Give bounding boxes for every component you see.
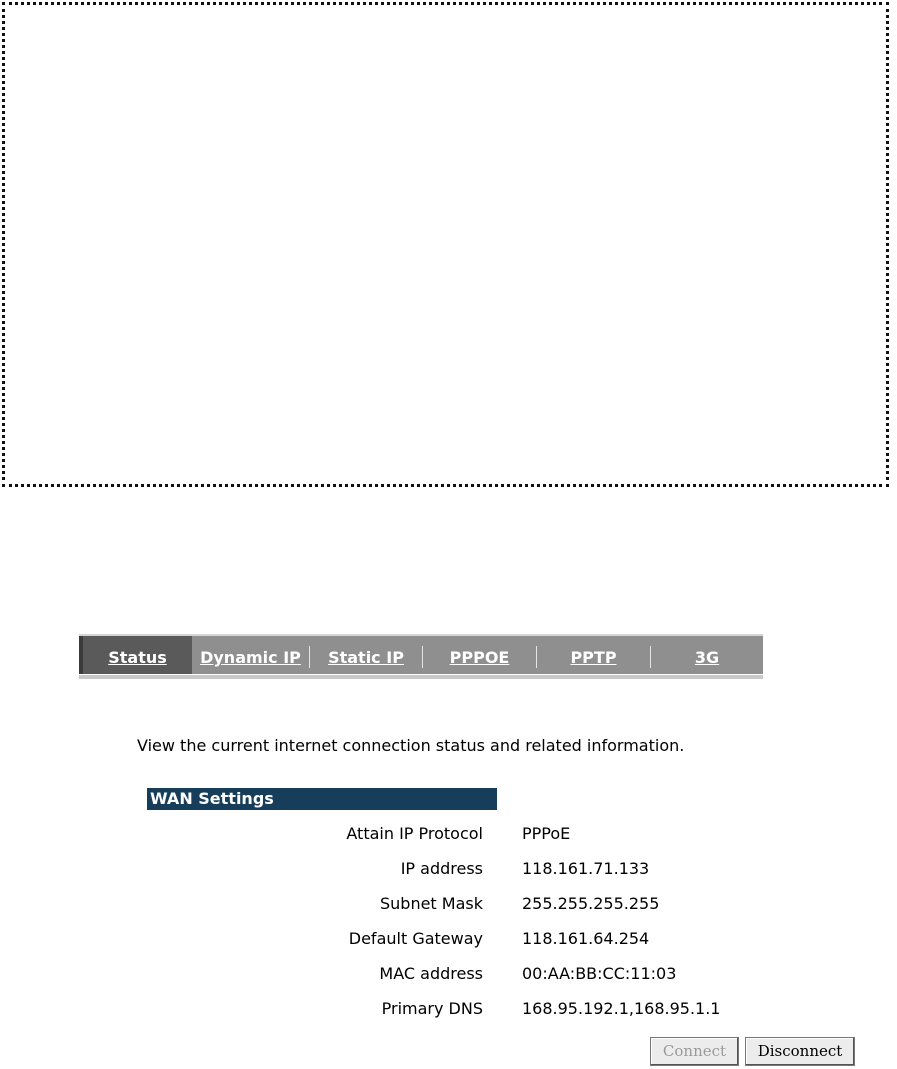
row-label: IP address [400,859,483,878]
page-description: View the current internet connection status and related information. [137,736,685,755]
tab-static-ip[interactable]: Static IP [328,648,404,667]
placeholder-frame [2,2,889,487]
row-value: 255.255.255.255 [522,894,660,913]
info-row-mac-address [147,962,847,986]
info-row-protocol [147,822,847,846]
row-label: Attain IP Protocol [346,824,483,843]
tab-pptp[interactable]: PPTP [570,648,617,667]
disconnect-button[interactable]: Disconnect [745,1037,855,1066]
row-label: Default Gateway [348,929,483,948]
tab-status[interactable]: Status [79,636,192,674]
row-value: 118.161.64.254 [522,929,650,948]
row-value: 118.161.71.133 [522,859,650,878]
wan-settings-header: WAN Settings [147,788,497,810]
info-row-ip-address [147,857,847,881]
tab-pppoe[interactable]: PPPOE [449,648,510,667]
row-value: 00:AA:BB:CC:11:03 [522,964,677,983]
info-row-subnet-mask [147,892,847,916]
info-row-primary-dns [147,997,847,1021]
row-label: Primary DNS [381,999,483,1018]
tab-3g[interactable]: 3G [694,648,720,667]
row-value: 168.95.192.1,168.95.1.1 [522,999,721,1018]
connect-button[interactable]: Connect [650,1037,739,1066]
tab-dynamic-ip[interactable]: Dynamic IP [200,648,301,667]
wan-tab-bar [79,634,763,674]
info-row-default-gateway [147,927,847,951]
tab-bar-underline [79,675,763,679]
row-value: PPPoE [522,824,571,843]
row-label: Subnet Mask [379,894,483,913]
row-label: MAC address [379,964,483,983]
